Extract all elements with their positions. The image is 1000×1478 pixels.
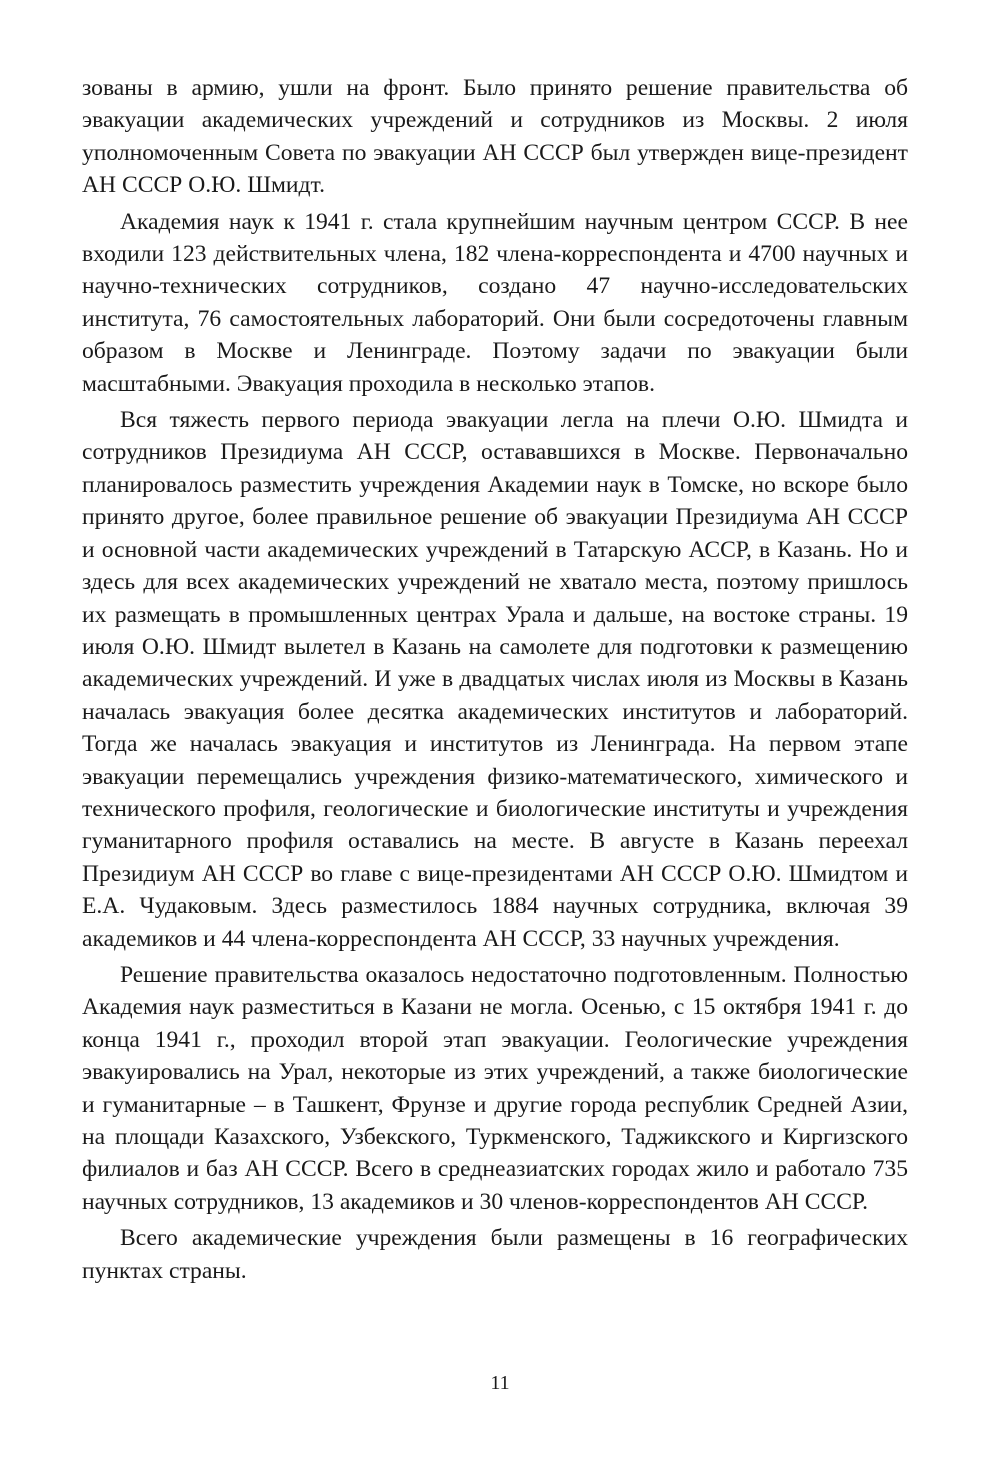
page-number: 11 xyxy=(490,1372,510,1394)
paragraph-1: зованы в армию, ушли на фронт. Было принято решение правительства об эвакуации академических учреждений и сотрудников из Москвы. 2 июля уполномоченным Совета по эвакуации АН СССР был утвержден вице-президент АН СССР О.Ю. Шмидт. xyxy=(82,75,908,199)
paragraph-2: Академия наук к 1941 г. стала крупнейшим научным центром СССР. В нее входили 123 действительных члена, 182 члена-корреспондента и 4700 научных и научно-технических сотрудников, создано 47 научно-исследовательских института, 76 самостоятельных лабораторий. Они были сосредоточены главным образом в Москве и Ленинграде. Поэтому задачи по эвакуации были масштабными. Эвакуация проходила в несколько этапов. xyxy=(82,208,908,397)
paragraph-3: Вся тяжесть первого периода эвакуации легла на плечи О.Ю. Шмидта и сотрудников Президиума АН СССР, остававшихся в Москве. Первоначально планировалось разместить учреждения Академии наук в Томске, но вскоре было принято другое, более правильное решение об эвакуации Президиума АН СССР и основной части академических учреждений в Татарскую АССР, в Казань. Но и здесь для всех академических учреждений не хватало места, поэтому пришлось их размещать в промышленных центрах Урала и дальше, на востоке страны. 19 июля О.Ю. Шмидт вылетел в Казань на самолете для подготовки к размещению академических учреждений. И уже в двадцатых числах июля из Москвы в Казань началась эвакуация более десятка академических институтов и лабораторий. Тогда же началась эвакуация и институтов из Ленинграда. На первом этапе эвакуации перемещались учреждения физико-математического, химического и технического профиля, геологические и биологические институты и учреждения гуманитарного профиля оставались на месте. В августе в Казань переехал Президиум АН СССР во главе с вице-президентами АН СССР О.Ю. Шмидтом и Е.А. Чудаковым. Здесь разместилось 1884 научных сотрудника, включая 39 академиков и 44 члена-корреспондента АН СССР, 33 научных учреждения. xyxy=(82,407,908,952)
page-body xyxy=(82,72,908,1287)
paragraph-5: Всего академические учреждения были размещены в 16 географических пунктах страны. xyxy=(82,1225,908,1284)
paragraph-4: Решение правительства оказалось недостаточно подготовленным. Полностью Академия наук разместиться в Казани не могла. Осенью, с 15 октября 1941 г. до конца 1941 г., проходил второй этап эвакуации. Геологические учреждения эвакуировались на Урал, некоторые из этих учреждений, а также биологические и гуманитарные – в Ташкент, Фрунзе и другие города республик Средней Азии, на площади Казахского, Узбекского, Туркменского, Таджикского и Киргизского филиалов и баз АН СССР. Всего в среднеазиатских городах жило и работало 735 научных сотрудников, 13 академиков и 30 членов-корреспондентов АН СССР. xyxy=(82,961,908,1215)
